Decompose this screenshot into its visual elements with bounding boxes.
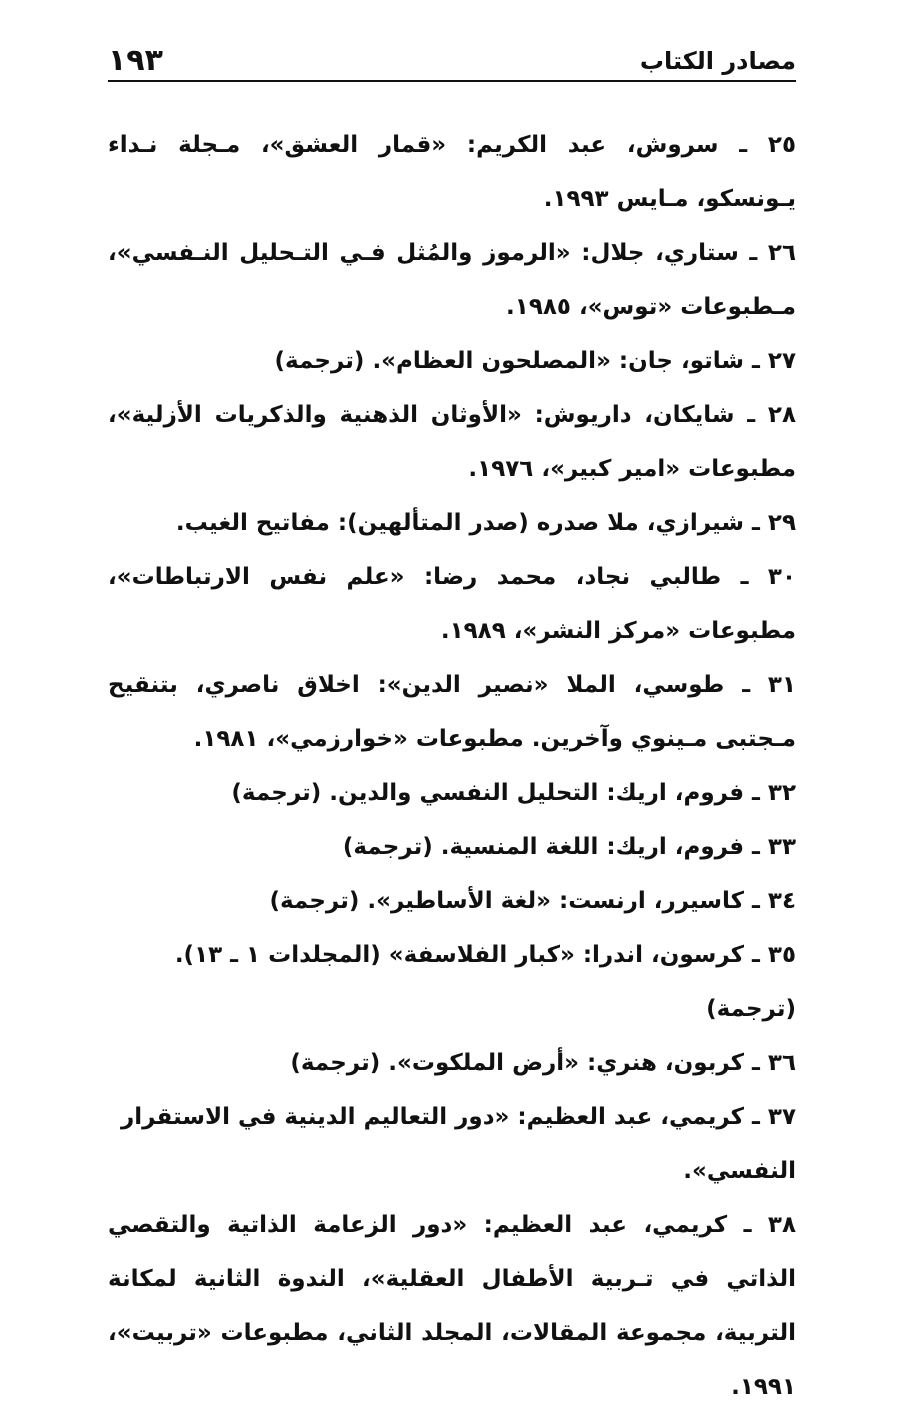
bibliography-entry-28: ٢٨ ـ شايكان، داريوش: «الأوثان الذهنية والذكريات الأزلية»، مطبوعات «امير كبير»، ١٩٧٦. xyxy=(108,402,796,482)
bibliography-entry-25: ٢٥ ـ سروش، عبد الكريم: «قمار العشق»، مـجلة نـداء يـونسكو، مـايس ١٩٩٣. xyxy=(108,132,796,212)
running-title: مصادر الكتاب xyxy=(639,47,796,75)
bibliography-entry-30: ٣٠ ـ طالبي نجاد، محمد رضا: «علم نفس الارتباطات»، مطبوعات «مركز النشر»، ١٩٨٩. xyxy=(108,564,796,644)
bibliography-entry-31: ٣١ ـ طوسي، الملا «نصير الدين»: اخلاق ناصري، بتنقيح مـجتبى مـينوي وآخرين. مطبوعات «خوارزمي»، ١٩٨١. xyxy=(108,672,796,752)
page-header xyxy=(108,38,796,78)
bibliography-entry-29: ٢٩ ـ شيرازي، ملا صدره (صدر المتألهين): مفاتيح الغيب. xyxy=(175,510,796,536)
bibliography-entry-35: ٣٥ ـ كرسون، اندرا: «كبار الفلاسفة» (المجلدات ١ ـ ١٣). (ترجمة) xyxy=(174,942,796,1022)
page-number: ١٩٣ xyxy=(108,43,163,78)
bibliography-entry-32: ٣٢ ـ فروم، اريك: التحليل النفسي والدين. (ترجمة) xyxy=(231,780,796,806)
bibliography-entry-33: ٣٣ ـ فروم، اريك: اللغة المنسية. (ترجمة) xyxy=(342,834,796,860)
bibliography-entry-26: ٢٦ ـ ستاري، جلال: «الرموز والمُثل فـي التـحليل النـفسي»، مـطبوعات «توس»، ١٩٨٥. xyxy=(108,240,796,320)
bibliography-entry-38: ٣٨ ـ كريمي، عبد العظيم: «دور الزعامة الذاتية والتقصي الذاتي في تـربية الأطفال العقلية»، الندوة الثانية لمكانة التربية، مجموعة المقالات، المجلد الثاني، مطبوعات «تربيت»، ١٩٩١. xyxy=(108,1212,796,1400)
bibliography-list xyxy=(108,118,796,1414)
bibliography-entry-37: ٣٧ ـ كريمي، عبد العظيم: «دور التعاليم الدينية في الاستقرار النفسي». xyxy=(121,1104,796,1184)
bibliography-entry-36: ٣٦ ـ كربون، هنري: «أرض الملكوت». (ترجمة) xyxy=(290,1050,796,1076)
header-rule xyxy=(108,80,796,82)
bibliography-entry-27: ٢٧ ـ شاتو، جان: «المصلحون العظام». (ترجمة) xyxy=(274,348,796,374)
bibliography-entry-34: ٣٤ ـ كاسيرر، ارنست: «لغة الأساطير». (ترجمة) xyxy=(269,888,796,914)
